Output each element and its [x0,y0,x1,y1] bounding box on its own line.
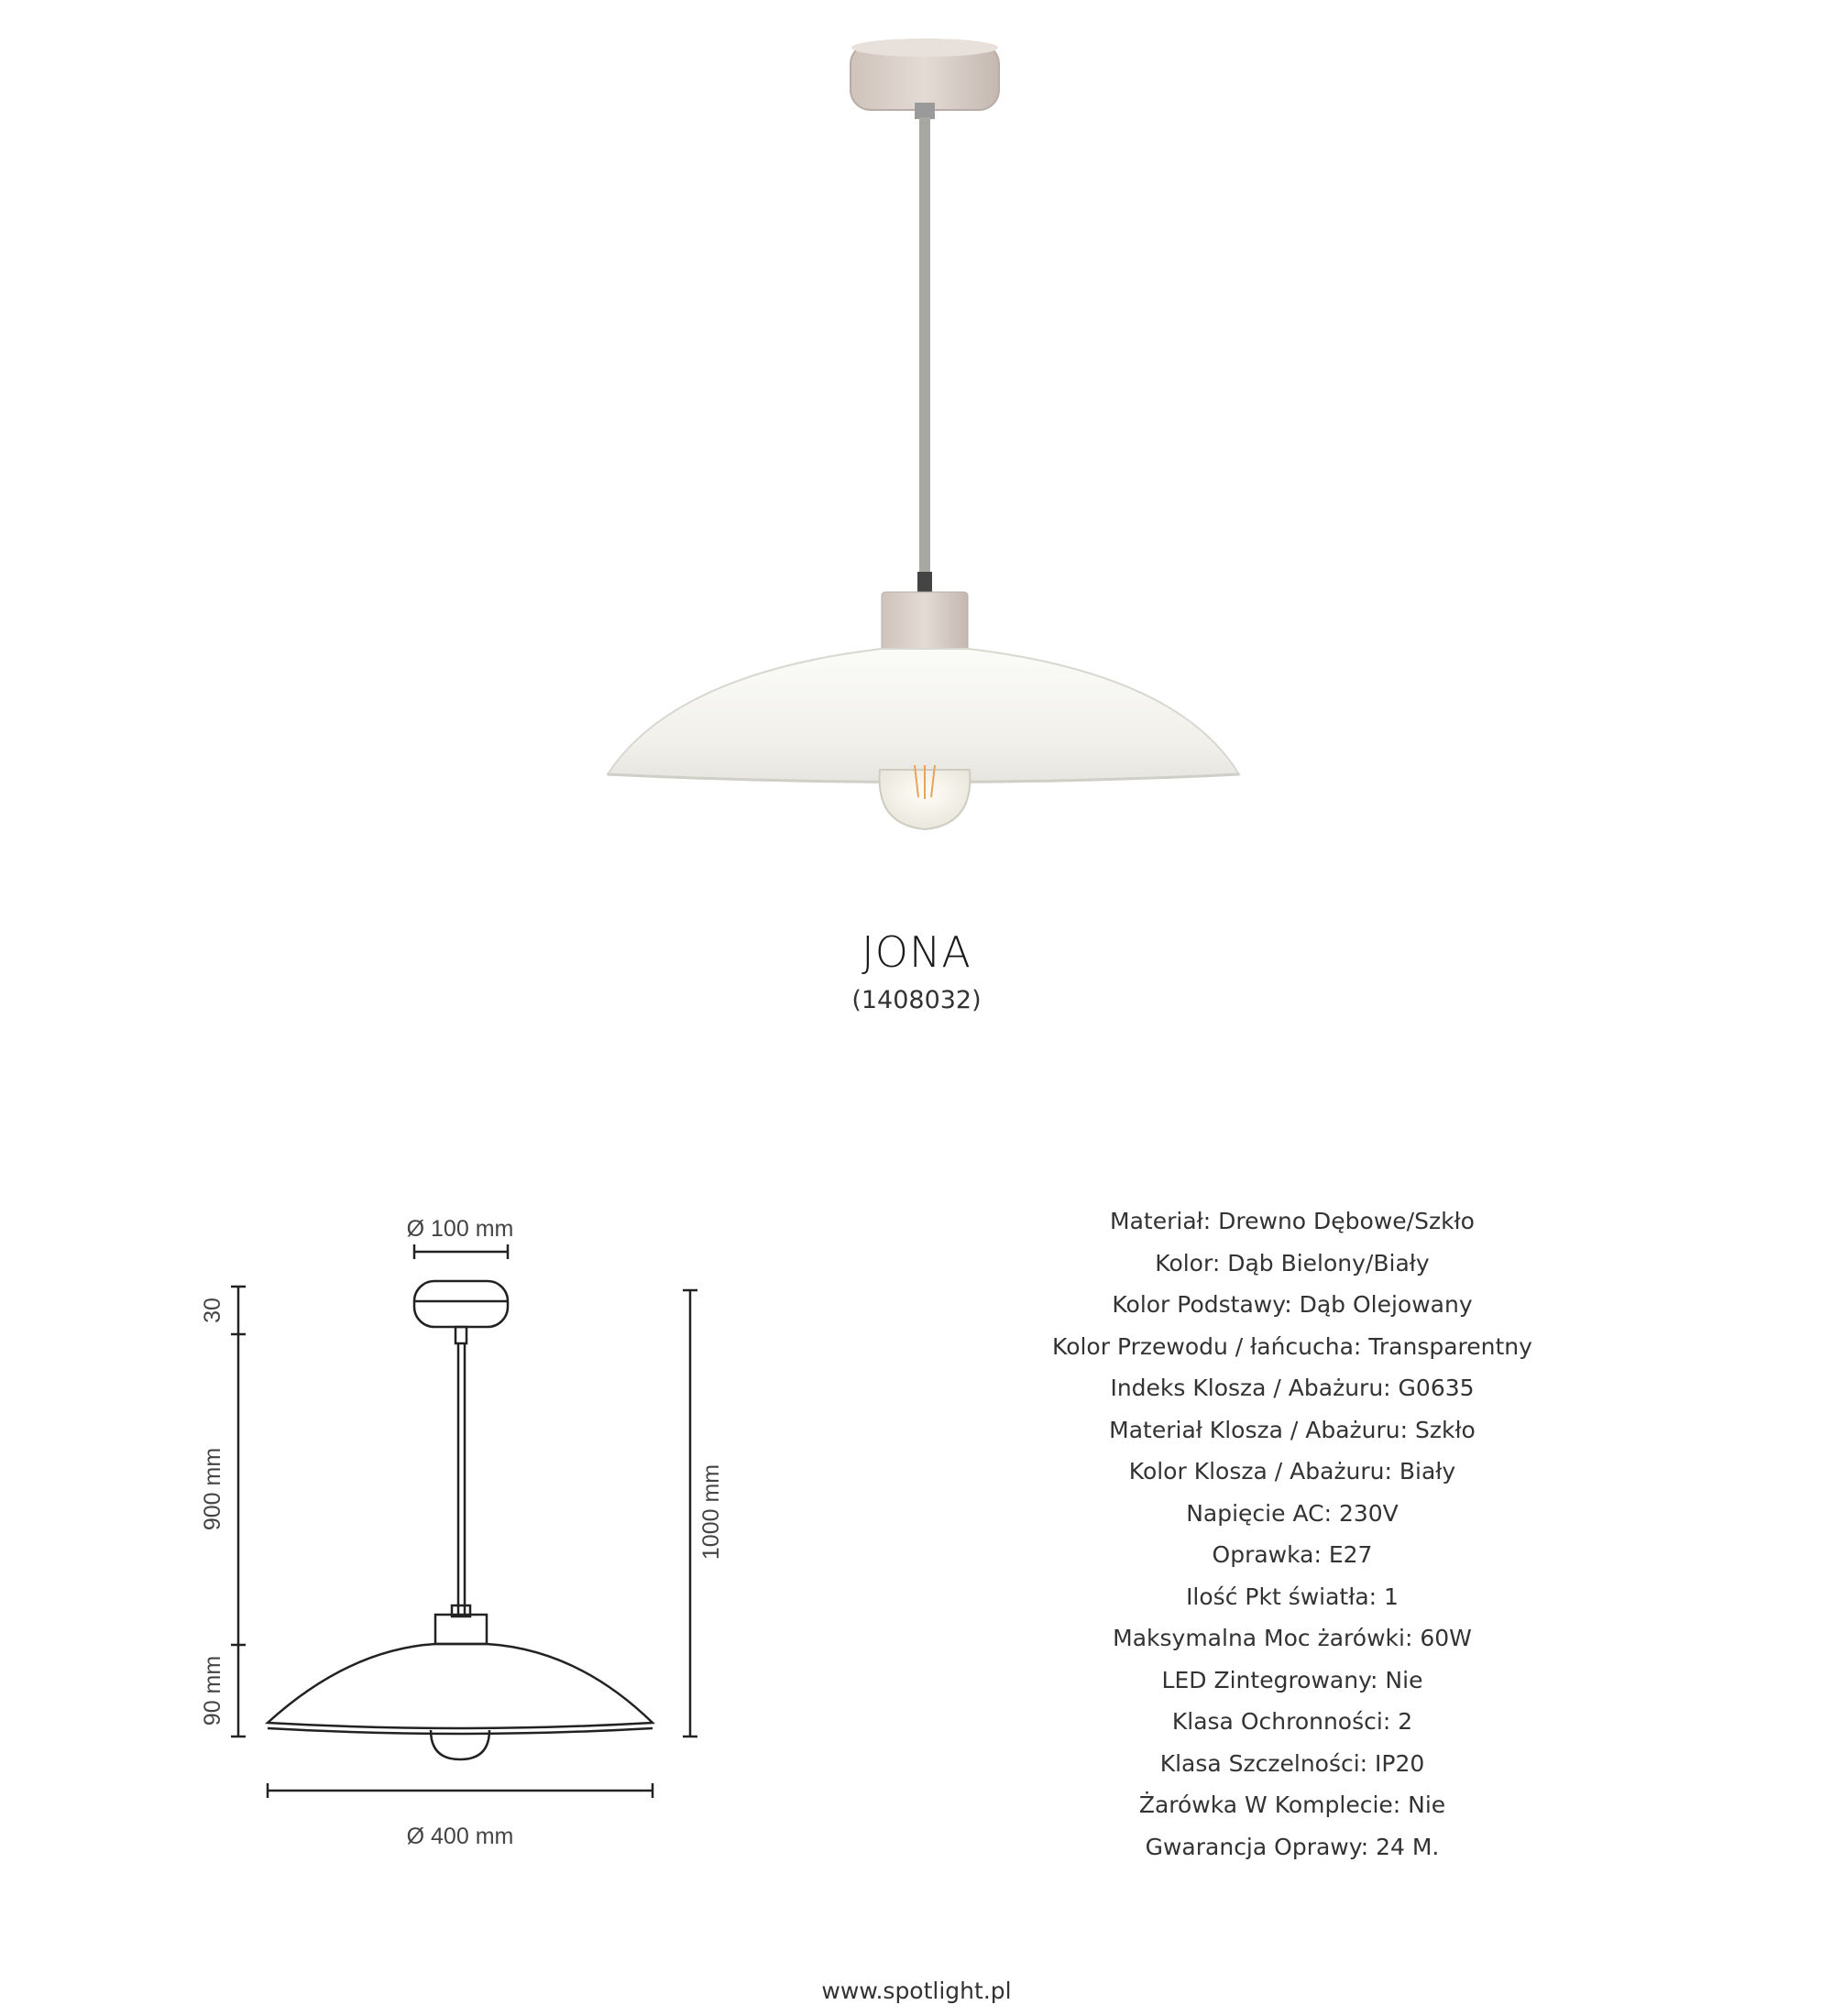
dim-shade-diameter: Ø 400 mm [406,1824,514,1849]
spec-item: Klasa Szczelności: IP20 [1159,1749,1425,1777]
product-title: JONA [862,927,971,977]
spec-item: Materiał: Drewno Dębowe/Szkło [1110,1208,1475,1234]
specifications-list [962,1200,1622,1868]
lamp-socket-holder [882,592,968,652]
spec-item: Materiał Klosza / Abażuru: Szkło [1109,1416,1476,1443]
spec-item: Kolor: Dąb Bielony/Biały [1155,1249,1430,1276]
spec-item: Kolor Przewodu / łańcucha: Transparentny [1052,1332,1532,1360]
diagram-canopy [414,1281,508,1327]
spec-item: Ilość Pkt światła: 1 [1186,1583,1399,1610]
spec-item: Klasa Ochronności: 2 [1171,1708,1413,1735]
product-code: (1408032) [851,986,982,1014]
dim-cable-length: 900 mm [200,1447,225,1531]
spec-item: Napięcie AC: 230V [1186,1499,1399,1527]
dim-total-height: 1000 mm [698,1463,724,1561]
dim-canopy-diameter: Ø 100 mm [406,1216,514,1242]
lamp-cable [919,117,930,575]
spec-item: Maksymalna Moc żarówki: 60W [1113,1625,1472,1651]
spec-item: LED Zintegrowany: Nie [1161,1666,1423,1693]
spec-item: Indeks Klosza / Abażuru: G0635 [1110,1375,1475,1401]
lamp-bulb [880,765,971,829]
footer-website-link[interactable]: www.spotlight.pl [821,1978,1012,2004]
dim-canopy-height: 30 [200,1298,225,1323]
spec-item: Kolor Klosza / Abażuru: Biały [1128,1458,1456,1485]
product-photo [0,0,1833,880]
lamp-shade [608,649,1239,783]
dim-shade-height: 90 mm [200,1655,225,1726]
dimension-diagram [165,1191,770,1851]
spec-item: Oprawka: E27 [1212,1541,1373,1568]
spec-item: Kolor Podstawy: Dąb Olejowany [1112,1291,1473,1318]
lamp-canopy [851,38,999,119]
spec-item: Gwarancja Oprawy: 24 M. [1145,1833,1440,1860]
spec-item: Żarówka W Komplecie: Nie [1138,1791,1446,1818]
diagram-shade [268,1644,653,1728]
